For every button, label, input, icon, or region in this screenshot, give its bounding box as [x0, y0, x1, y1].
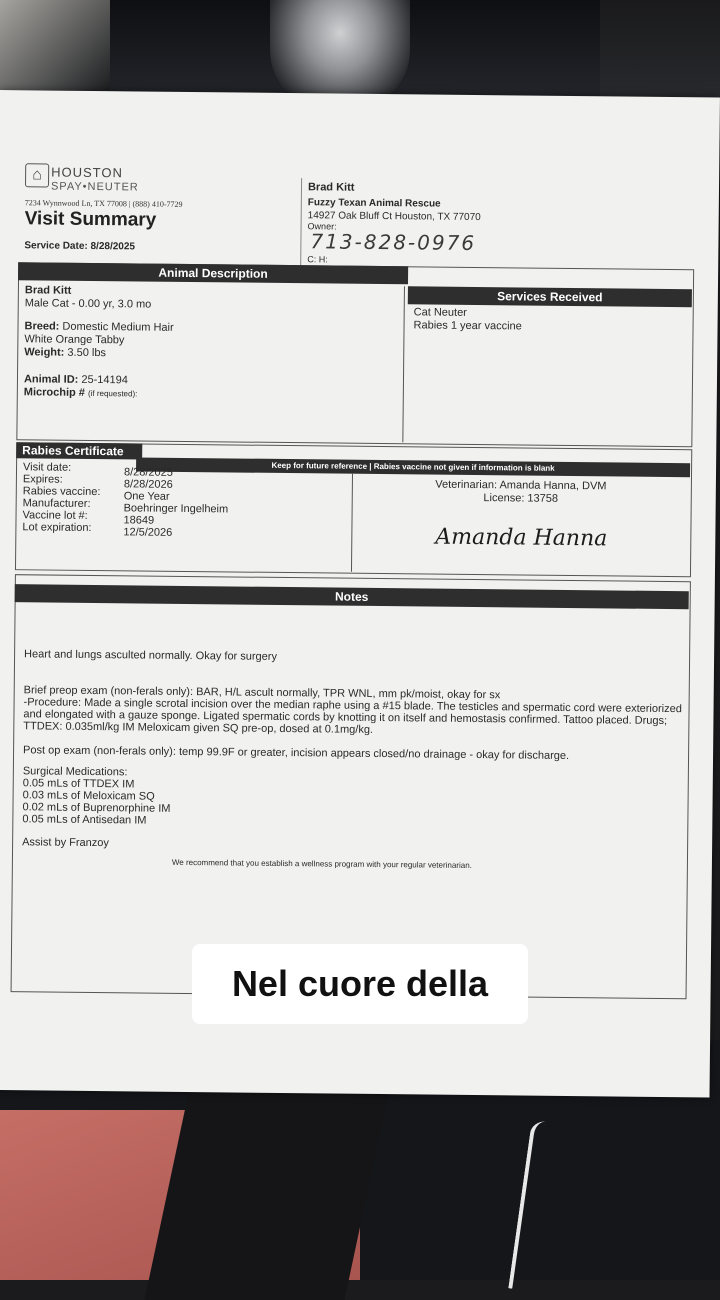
rescue-address: 14927 Oak Bluff Ct Houston, TX 77070	[307, 210, 481, 224]
weight-value: 3.50 lbs	[67, 346, 107, 360]
animal-color: White Orange Tabby	[24, 333, 125, 347]
rabies-label: Expires:	[22, 473, 63, 486]
rabies-value: Boehringer Ingelheim	[123, 502, 229, 516]
rabies-value: 12/5/2026	[123, 526, 173, 539]
med-item: 0.02 mLs of Buprenorphine IM	[22, 801, 171, 815]
veterinarian-signature: Amanda Hanna	[435, 524, 608, 552]
clinic-logo-name: HOUSTON	[51, 164, 123, 181]
animal-heading: Animal Description	[18, 262, 408, 284]
header-divider	[300, 178, 302, 268]
rabies-value: One Year	[123, 490, 170, 503]
rabies-label: Vaccine lot #:	[22, 509, 88, 522]
rescue-name: Fuzzy Texan Animal Rescue	[307, 197, 441, 210]
rabies-label: Rabies vaccine:	[22, 485, 101, 499]
med-item: 0.05 mLs of Antisedan IM	[22, 813, 147, 827]
service-item: Cat Neuter	[413, 306, 467, 319]
wellness-recommendation: We recommend that you establish a wellness program with your regular veterinarian.	[171, 857, 472, 870]
rabies-heading: Rabies Certificate	[16, 442, 142, 459]
med-item: 0.03 mLs of Meloxicam SQ	[22, 789, 155, 803]
breed-value: Domestic Medium Hair	[62, 320, 174, 334]
notes-heading: Notes	[15, 584, 689, 609]
rabies-label: Manufacturer:	[22, 497, 91, 510]
meds-heading: Surgical Medications:	[22, 765, 128, 779]
owner-label: Owner:	[307, 221, 337, 232]
rabies-value: 8/28/2025	[123, 466, 174, 479]
microchip-note: (if requested):	[87, 388, 138, 399]
owner-name: Brad Kitt	[307, 181, 355, 194]
animal-sex-age: Male Cat - 0.00 yr, 3.0 mo	[24, 297, 152, 311]
story-caption: Nel cuore della	[192, 944, 528, 1024]
weight-label: Weight:	[24, 346, 65, 359]
clinic-address: 7234 Wynnwood Ln, TX 77008 | (888) 410-7729	[24, 198, 183, 209]
breed-label: Breed:	[24, 320, 60, 333]
veterinarian-name: Veterinarian: Amanda Hanna, DVM	[435, 478, 607, 493]
notes-brief-exam: Brief preop exam (non-ferals only): BAR, H/L ascult normally, TPR WNL, mm pk/moist, okay for sx	[23, 684, 501, 702]
med-item: 0.05 mLs of TTDEX IM	[22, 777, 135, 791]
clinic-logo-subtitle: SPAY•NEUTER	[50, 180, 139, 194]
animal-weight	[24, 346, 106, 360]
microchip	[24, 386, 138, 400]
ch-label: C: H:	[307, 254, 328, 265]
handwritten-phone: 713-828-0976	[310, 229, 477, 255]
animal-name: Brad Kitt	[24, 284, 72, 297]
rabies-value: 18649	[123, 514, 155, 527]
veterinarian-license: License: 13758	[483, 492, 559, 505]
notes-exam: Heart and lungs asculted normally. Okay for surgery	[24, 648, 278, 663]
clinic-logo-icon: ⌂	[25, 163, 49, 187]
veterinarian-info	[356, 478, 686, 507]
notes-procedure: -Procedure: Made a single scrotal incision over the median raphe using a #15 blade. The testicles and spermatic cord were exteriorized and elongated with a gauze sponge. Ligated spermatic cords by knotting it on itself and hemostasis confirmed. Tattoo placed. Drugs; TTDEX: 0.035ml/kg IM Meloxicam given SQ pre-op, dosed at 0.1mg/kg.	[23, 696, 682, 736]
microchip-label: Microchip #	[23, 386, 86, 399]
document-title: Visit Summary	[24, 208, 157, 231]
rabies-value: 8/28/2026	[123, 478, 173, 491]
notes-assist: Assist by Franzoy	[22, 836, 109, 850]
rabies-keep-note: Keep for future reference | Rabies vaccine not given if information is blank	[136, 457, 690, 477]
rabies-label: Visit date:	[22, 461, 72, 474]
notes-postop: Post op exam (non-ferals only): temp 99.9F or greater, incision appears closed/no drainage - okay for discharge.	[23, 744, 570, 762]
rabies-label: Lot expiration:	[22, 521, 92, 534]
animal-id	[24, 373, 128, 387]
service-date: Service Date: 8/28/2025	[24, 240, 136, 253]
car-console-left	[0, 0, 110, 90]
service-item: Rabies 1 year vaccine	[413, 319, 522, 333]
animal-id-label: Animal ID:	[23, 373, 79, 386]
services-heading: Services Received	[408, 286, 692, 307]
animal-id-value: 25-14194	[81, 373, 128, 387]
